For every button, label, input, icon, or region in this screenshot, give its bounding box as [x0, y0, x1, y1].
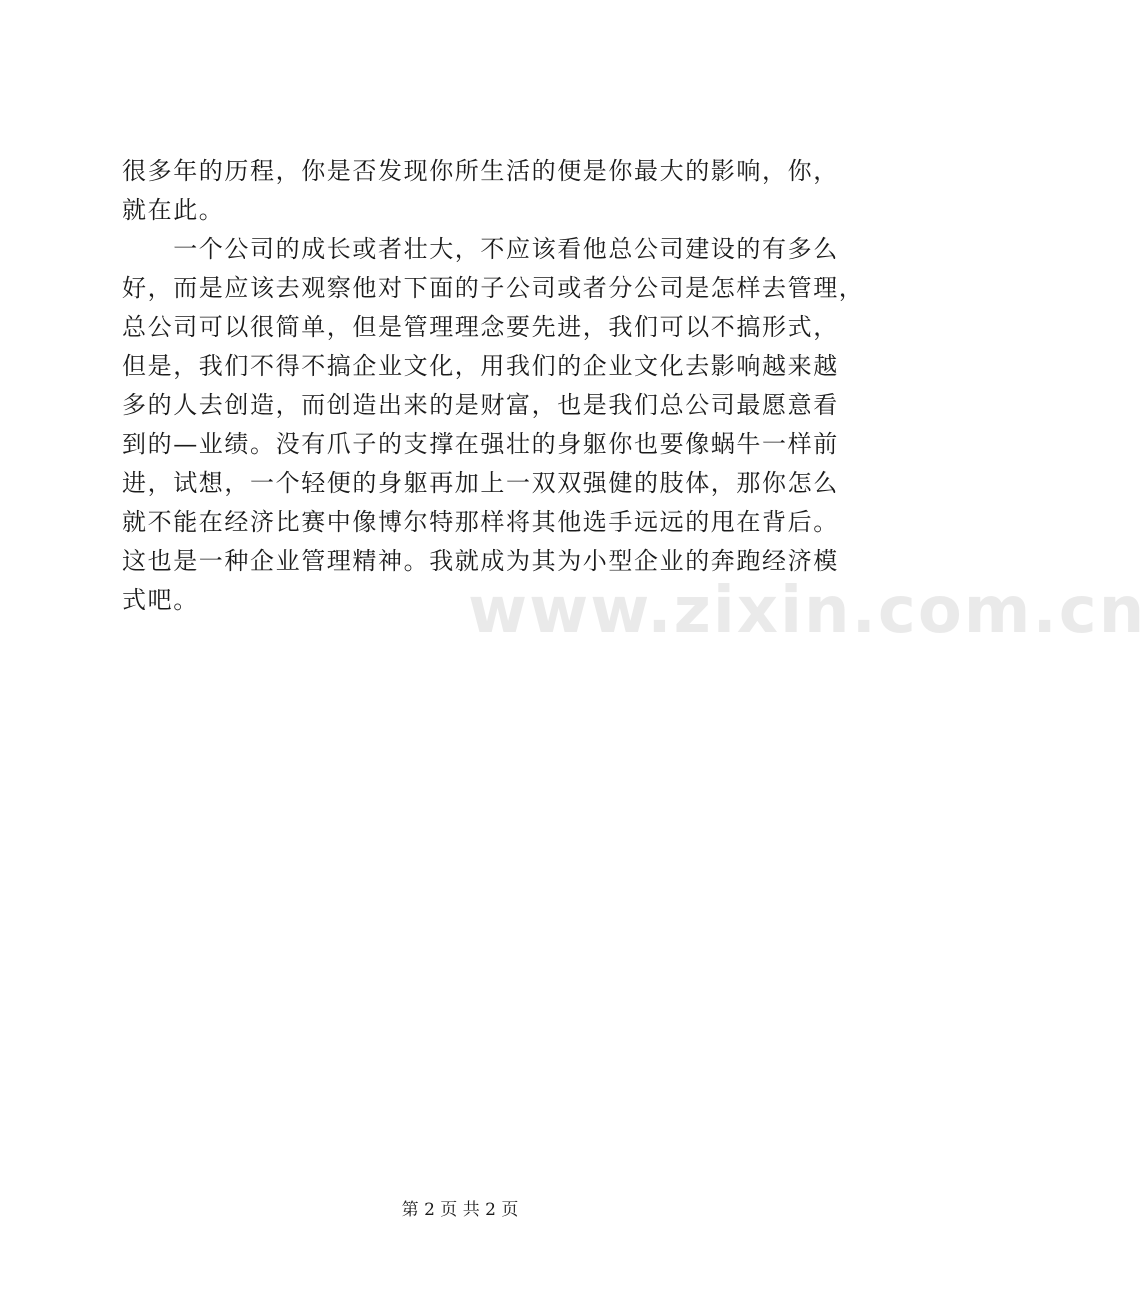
text-line-5: 总公司可以很简单，但是管理理念要先进，我们可以不搞形式， — [122, 313, 839, 341]
text-line-10: 就不能在经济比赛中像博尔特那样将其他选手远远的甩在背后。 — [122, 508, 839, 536]
page-number-footer: 第 2 页 共 2 页 — [401, 1200, 519, 1220]
body-text — [122, 152, 865, 620]
text-line-12: 式吧。 — [122, 586, 199, 614]
text-line-7: 多的人去创造，而创造出来的是财富，也是我们总公司最愿意看 — [122, 391, 839, 419]
watermark: www.zixin.com.cn — [468, 574, 1146, 648]
text-line-11: 这也是一种企业管理精神。我就成为其为小型企业的奔跑经济模 — [122, 547, 839, 575]
text-line-4: 好，而是应该去观察他对下面的子公司或者分公司是怎样去管理， — [122, 274, 865, 302]
text-line-1: 很多年的历程，你是否发现你所生活的便是你最大的影响，你， — [122, 157, 839, 185]
text-line-9: 进，试想，一个轻便的身躯再加上一双双强健的肢体，那你怎么 — [122, 469, 839, 497]
text-line-6: 但是，我们不得不搞企业文化，用我们的企业文化去影响越来越 — [122, 352, 839, 380]
text-line-3: 一个公司的成长或者壮大，不应该看他总公司建设的有多么 — [122, 235, 839, 263]
text-line-2: 就在此。 — [122, 196, 225, 224]
text-line-8: 到的—业绩。没有爪子的支撑在强壮的身躯你也要像蜗牛一样前 — [122, 430, 839, 458]
